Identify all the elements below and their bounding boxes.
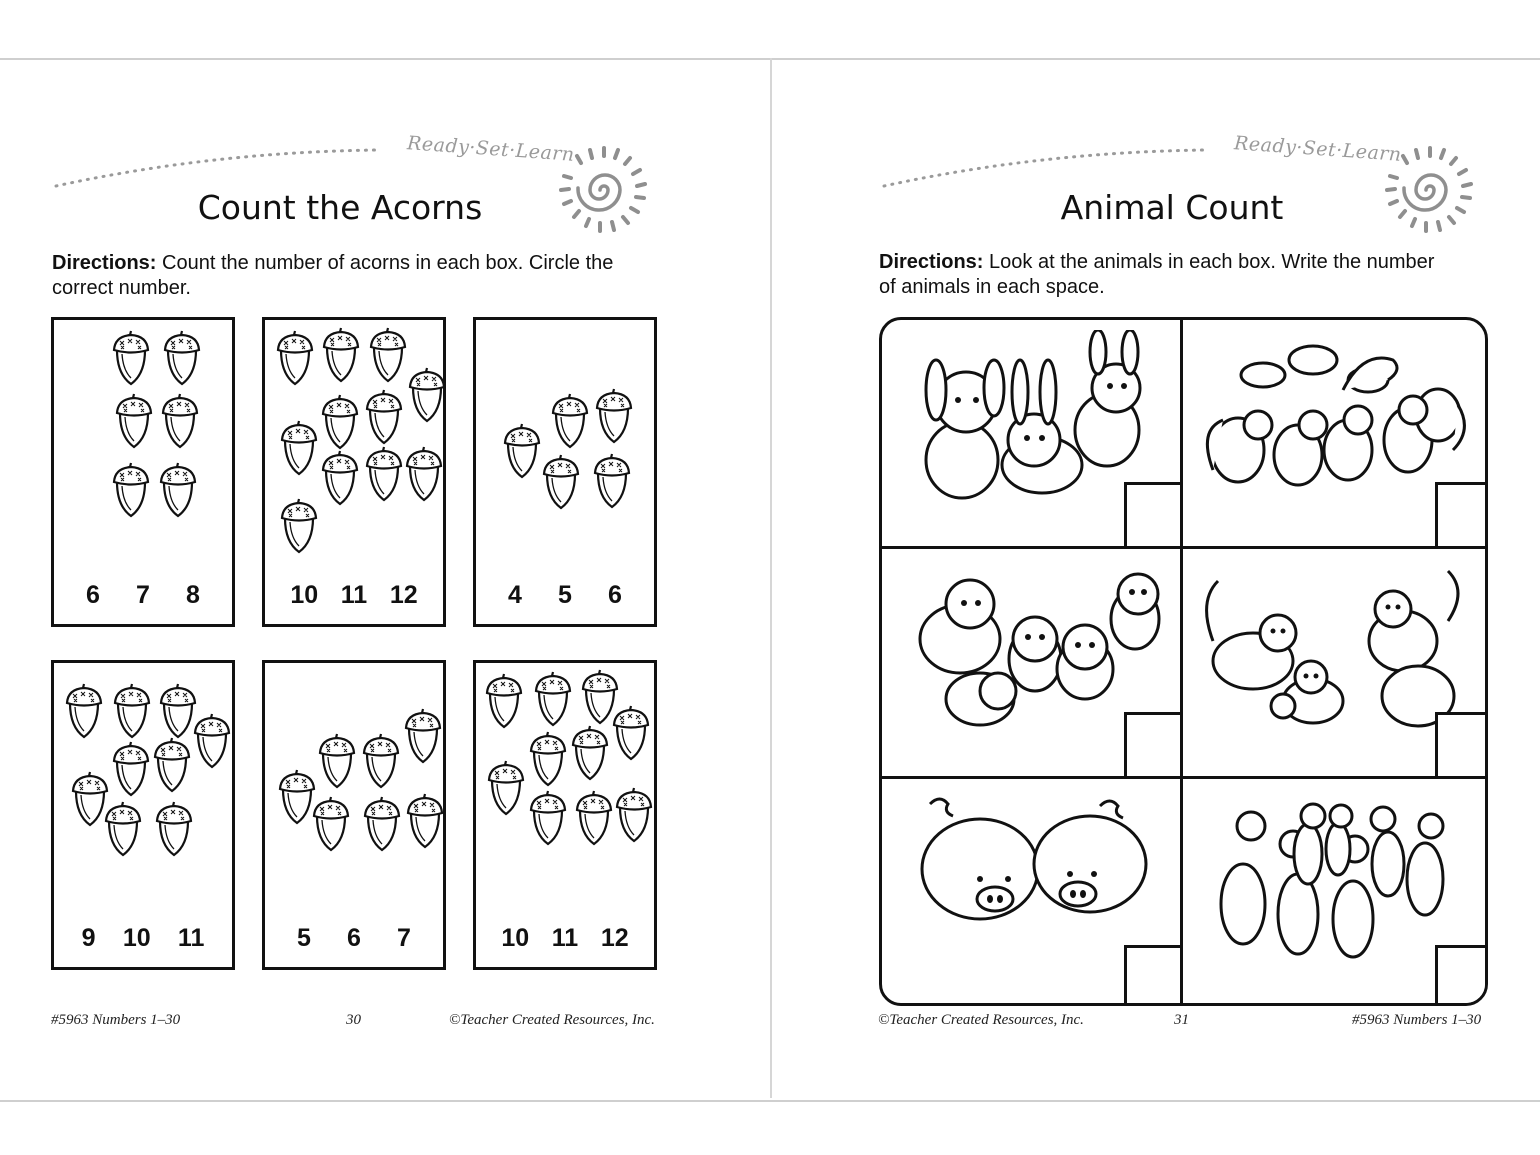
animal-cell-rabbits <box>882 320 1180 546</box>
acorn-icon <box>541 454 581 510</box>
animal-cell-pigs <box>882 779 1180 1006</box>
duck-icon <box>1203 794 1463 969</box>
animal-cell-kittens <box>1183 549 1488 776</box>
pig-icon <box>910 794 1150 954</box>
acorn-box-4 <box>51 660 235 970</box>
acorn-icon <box>321 327 361 383</box>
acorn-icon <box>162 330 202 386</box>
acorn-icon <box>317 733 357 789</box>
answer-entry-box[interactable] <box>1435 712 1488 776</box>
directions-label: Directions: <box>879 251 984 273</box>
answer-entry-box[interactable] <box>1435 945 1488 1006</box>
choice-number[interactable]: 10 <box>501 924 530 952</box>
answer-choices <box>265 581 443 610</box>
acorn-icon <box>112 683 152 739</box>
acorn-icon <box>502 423 542 479</box>
answer-entry-box[interactable] <box>1124 945 1180 1006</box>
choice-number[interactable]: 4 <box>508 581 522 609</box>
acorn-icon <box>550 393 590 449</box>
acorn-icon <box>592 453 632 509</box>
choice-number[interactable]: 12 <box>389 581 418 609</box>
brand-logo-text: Ready·Set·Learn <box>1233 132 1403 166</box>
squirrel-icon <box>1193 330 1473 510</box>
acorn-icon <box>404 446 444 502</box>
choice-number[interactable]: 10 <box>122 924 151 952</box>
answer-choices <box>54 924 232 953</box>
acorn-icon <box>275 330 315 386</box>
acorn-box-5 <box>262 660 446 970</box>
acorn-box-1 <box>51 317 235 627</box>
dotted-arc-decoration <box>880 140 1210 190</box>
choice-number[interactable]: 6 <box>347 924 361 952</box>
sun-swirl-icon <box>552 138 656 242</box>
acorn-icon <box>364 389 404 445</box>
acorn-icon <box>484 673 524 729</box>
directions <box>879 250 1439 300</box>
acorn-icon <box>407 367 447 423</box>
acorn-icon <box>362 796 402 852</box>
acorn-icon <box>158 462 198 518</box>
animal-count-grid <box>879 317 1488 1006</box>
acorn-icon <box>279 420 319 476</box>
choice-number[interactable]: 11 <box>177 924 205 952</box>
acorn-icon <box>594 388 634 444</box>
choice-number[interactable]: 9 <box>81 924 96 952</box>
left-page <box>0 58 768 1098</box>
acorn-icon <box>570 725 610 781</box>
rabbit-icon <box>902 330 1162 510</box>
acorn-icon <box>103 801 143 857</box>
page-title: Count the Acorns <box>197 188 483 227</box>
brand-logo-text: Ready·Set·Learn <box>406 132 576 166</box>
answer-choices <box>265 924 443 953</box>
acorn-icon <box>111 462 151 518</box>
acorn-box-6 <box>473 660 657 970</box>
acorn-icon <box>320 394 360 450</box>
answer-entry-box[interactable] <box>1124 712 1180 776</box>
acorn-icon <box>192 713 232 769</box>
choice-number[interactable]: 6 <box>608 581 622 609</box>
choice-number[interactable]: 7 <box>136 581 150 609</box>
acorn-icon <box>64 683 104 739</box>
acorn-icon <box>405 793 445 849</box>
acorn-icon <box>486 760 526 816</box>
acorn-icon <box>114 393 154 449</box>
acorn-box-3 <box>473 317 657 627</box>
acorn-icon <box>152 737 192 793</box>
acorn-icon <box>403 708 443 764</box>
directions-text: Count the number of acorns in each box. Circle the correct number. <box>52 252 614 299</box>
acorn-icon <box>111 741 151 797</box>
acorn-icon <box>160 393 200 449</box>
answer-entry-box[interactable] <box>1435 482 1488 546</box>
footer-copyright: ©Teacher Created Resources, Inc. <box>449 1012 655 1028</box>
answer-entry-box[interactable] <box>1124 482 1180 546</box>
acorn-box-2 <box>262 317 446 627</box>
choice-number[interactable]: 11 <box>340 581 368 609</box>
footer-book-id: #5963 Numbers 1–30 <box>1352 1012 1482 1028</box>
answer-choices <box>476 924 654 953</box>
choice-number[interactable]: 5 <box>297 924 311 952</box>
acorn-icon <box>368 327 408 383</box>
dotted-arc-decoration <box>52 140 382 190</box>
choice-number[interactable]: 5 <box>558 581 572 609</box>
directions-label: Directions: <box>52 252 157 274</box>
directions-text: Look at the animals in each box. Write the number of animals in each space. <box>879 251 1435 298</box>
animal-cell-puppies <box>882 549 1180 776</box>
choice-number[interactable]: 8 <box>186 581 200 609</box>
acorn-icon <box>533 671 573 727</box>
acorn-icon <box>361 733 401 789</box>
choice-number[interactable]: 6 <box>86 581 100 609</box>
acorn-icon <box>311 796 351 852</box>
acorn-icon <box>111 330 151 386</box>
acorn-icon <box>364 446 404 502</box>
answer-choices <box>476 581 654 610</box>
footer-book-id: #5963 Numbers 1–30 <box>51 1012 181 1028</box>
acorn-icon <box>320 450 360 506</box>
footer-copyright: ©Teacher Created Resources, Inc. <box>878 1012 1084 1028</box>
choice-number[interactable]: 7 <box>397 924 411 952</box>
right-page <box>772 58 1540 1098</box>
acorn-icon <box>611 705 651 761</box>
acorn-icon <box>614 787 654 843</box>
choice-number[interactable]: 12 <box>600 924 629 952</box>
footer-page-number: 30 <box>346 1012 361 1028</box>
acorn-icon <box>279 498 319 554</box>
acorn-icon <box>528 731 568 787</box>
directions <box>52 251 652 301</box>
sun-swirl-icon <box>1378 138 1482 242</box>
acorn-icon <box>154 801 194 857</box>
acorn-icon <box>574 790 614 846</box>
footer-page-number: 31 <box>1174 1012 1189 1028</box>
page-title: Animal Count <box>1060 188 1284 227</box>
acorn-icon <box>528 790 568 846</box>
answer-choices <box>54 581 232 610</box>
animal-cell-ducks <box>1183 779 1488 1006</box>
animal-cell-squirrels <box>1183 320 1488 546</box>
choice-number[interactable]: 11 <box>551 924 579 952</box>
choice-number[interactable]: 10 <box>290 581 319 609</box>
